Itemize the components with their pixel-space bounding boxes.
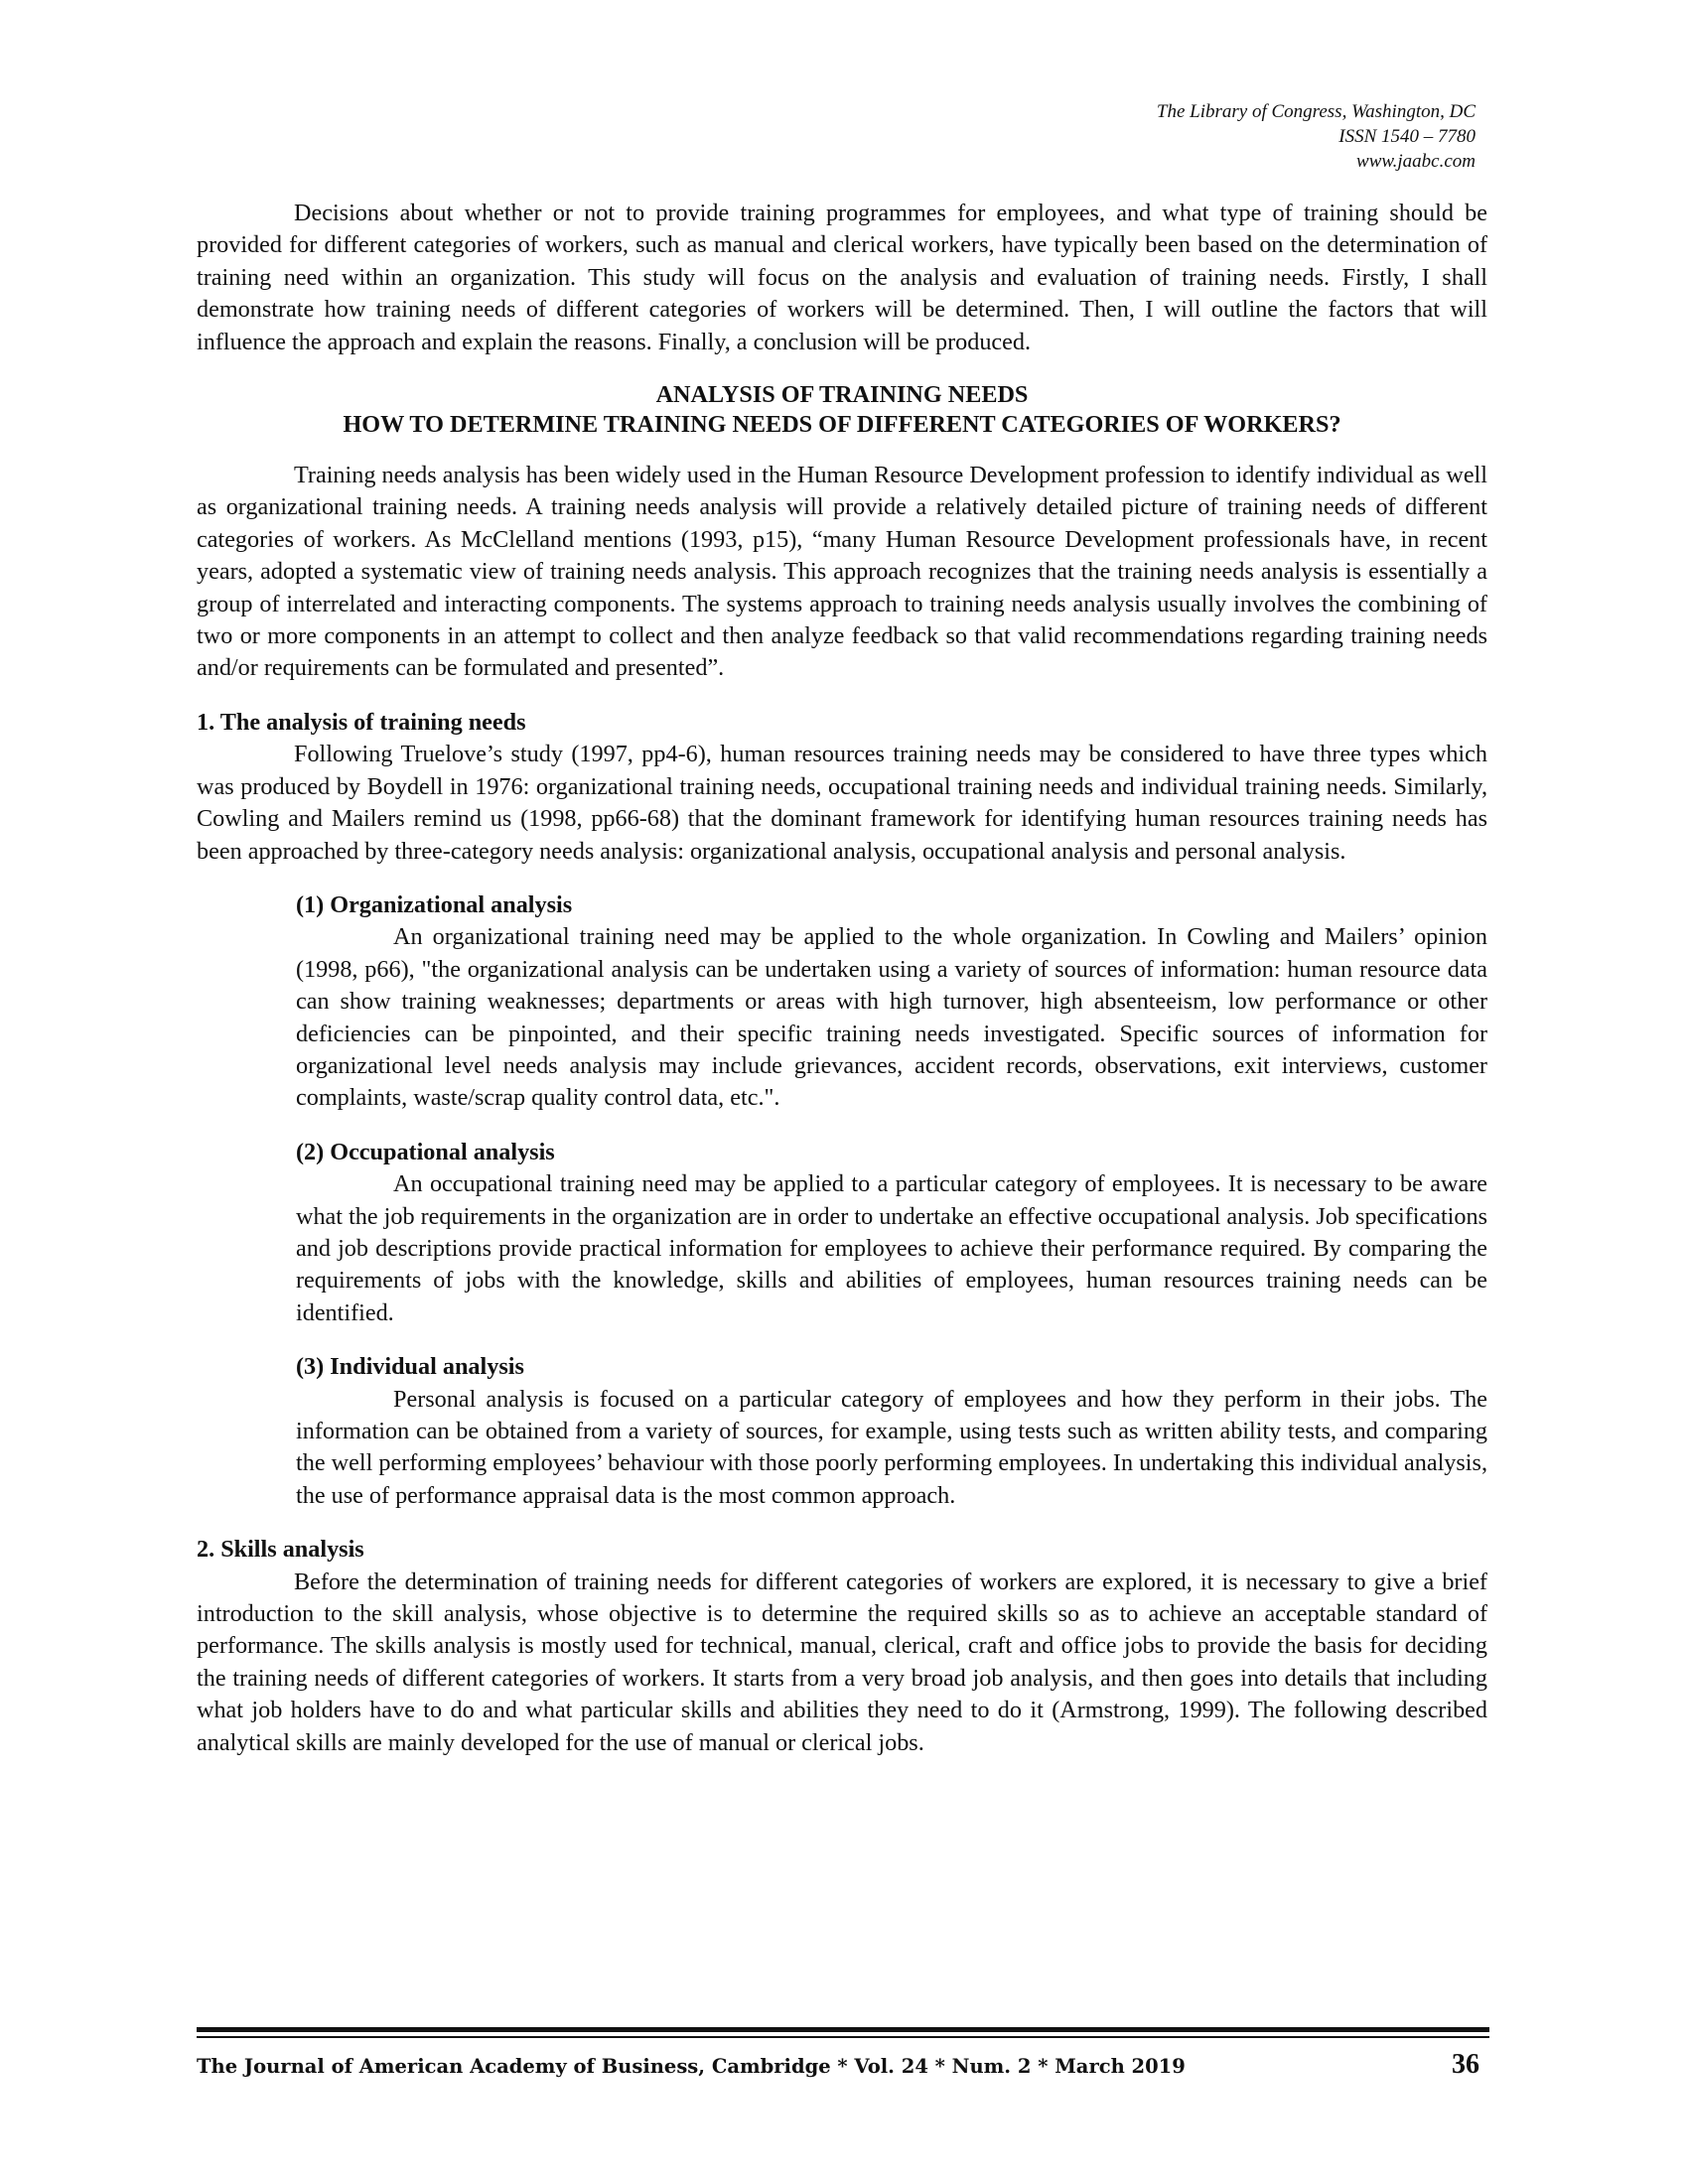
page-number: 36	[1452, 2049, 1479, 2080]
intro-paragraph: Decisions about whether or not to provide training programmes for employees, and what type of training should be provided for different categories of workers, such as manual and clerical workers, have typically been based on the determination of training need within an organization. This study will focus on the analysis and evaluation of training needs. Firstly, I shall demonstrate how training needs of different categories of workers will be determined. Then, I will outline the factors that will influence the approach and explain the reasons. Finally, a conclusion will be produced.	[197, 200, 1487, 355]
header-website: www.jaabc.com	[1356, 151, 1476, 172]
footer-rule-thick	[197, 2027, 1489, 2032]
section2-paragraph: Before the determination of training needs for different categories of workers are explored, it is necessary to give a brief introduction to the skill analysis, whose objective is to determine the required skills so as to achieve an acceptable standard of performance. The skills analysis is mostly used for technical, manual, clerical, craft and office jobs to provide the basis for deciding the training needs of different categories of workers. It starts from a very broad job analysis, and then goes into details that including what job holders have to do and what particular skills and abilities they need to do it (Armstrong, 1999). The following described analytical skills are mainly developed for the use of manual or clerical jobs.	[197, 1568, 1487, 1756]
sub2-heading: (2) Occupational analysis	[296, 1138, 555, 1165]
sub2-paragraph: An occupational training need may be applied to a particular category of employees. It is necessary to be aware what the job requirements in the organization are in order to undertake an effective occupational analysis. Job specifications and job descriptions provide practical information for employees to achieve their performance required. By comparing the requirements of jobs with the knowledge, skills and abilities of employees, human resources training needs can be identified.	[296, 1170, 1487, 1326]
sub3-heading: (3) Individual analysis	[296, 1353, 524, 1381]
footer-rule-thin	[197, 2036, 1489, 2038]
tna-paragraph: Training needs analysis has been widely used in the Human Resource Development profession to identify individual as well as organizational training needs. A training needs analysis will provide a relatively detailed picture of training needs of different categories of workers. As McClelland mentions (1993, p15), “many Human Resource Development professionals have, in recent years, adopted a systematic view of training needs analysis. This approach recognizes that the training needs analysis is essentially a group of interrelated and interacting components. The systems approach to training needs analysis usually involves the combining of two or more components in an attempt to collect and then analyze feedback so that valid recommendations regarding training needs and/or requirements can be formulated and presented”.	[197, 462, 1487, 682]
section-heading-main: ANALYSIS OF TRAINING NEEDS	[655, 381, 1029, 409]
section-heading-question: HOW TO DETERMINE TRAINING NEEDS OF DIFFERENT CATEGORIES OF WORKERS?	[343, 411, 1341, 439]
running-header	[1157, 99, 1476, 174]
article-body	[197, 198, 1487, 1759]
section2-heading: 2. Skills analysis	[197, 1536, 364, 1564]
footer-journal-info: The Journal of American Academy of Business, Cambridge * Vol. 24 * Num. 2 * March 2019	[197, 2055, 1186, 2078]
sub3-paragraph: Personal analysis is focused on a particular category of employees and how they perform in their jobs. The information can be obtained from a variety of sources, for example, using tests such as written ability tests, and comparing the well performing employees’ behaviour with those poorly performing employees. In undertaking this individual analysis, the use of performance appraisal data is the most common approach.	[296, 1385, 1487, 1509]
sub1-paragraph: An organizational training need may be applied to the whole organization. In Cowling and Mailers’ opinion (1998, p66), "the organizational analysis can be undertaken using a variety of sources of information: human resource data can show training weaknesses; departments or areas with high turnover, high absenteeism, low performance or other deficiencies can be pinpointed, and their specific training needs investigated. Specific sources of information for organizational level needs analysis may include grievances, accident records, observations, exit interviews, customer complaints, waste/scrap quality control data, etc.".	[296, 923, 1487, 1112]
header-library: The Library of Congress, Washington, DC	[1156, 101, 1476, 122]
section1-heading: 1. The analysis of training needs	[197, 708, 526, 736]
sub1-heading: (1) Organizational analysis	[296, 890, 573, 918]
section-heading-block	[197, 380, 1487, 440]
section1-paragraph: Following Truelove’s study (1997, pp4-6), human resources training needs may be considered to have three types which was produced by Boydell in 1976: organizational training needs, occupational training needs and individual training needs. Similarly, Cowling and Mailers remind us (1998, pp66-68) that the dominant framework for identifying human resources training needs has been approached by three-category needs analysis: organizational analysis, occupational analysis and personal analysis.	[197, 741, 1487, 865]
header-issn: ISSN 1540 – 7780	[1338, 126, 1476, 147]
